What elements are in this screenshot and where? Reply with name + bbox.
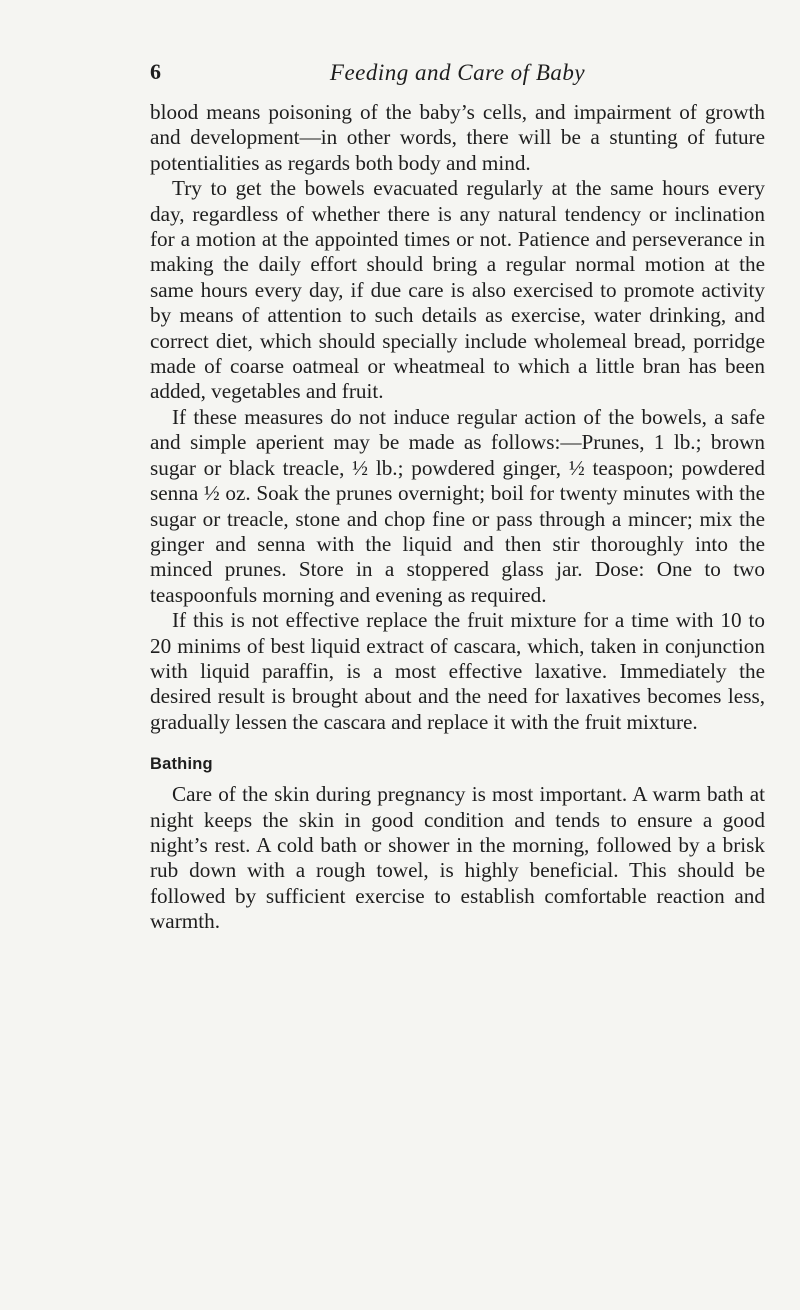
paragraph-cascara: If this is not effective replace the fruit mixture for a time with 10 to 20 minims of best liquid extract of cascara, which, taken in conjunction with liquid paraffin, is a most effective laxative. Immediately the desired result is brought about and the need for laxatives becomes less, gradually lessen the cascara and replace it with the fruit mixture.: [150, 608, 765, 734]
paragraph-aperient-recipe: If these measures do not induce regular action of the bowels, a safe and simple aperient may be made as follows:—Prunes, 1 lb.; brown sugar or black treacle, ½ lb.; powdered ginger, ½ teaspoon; powdered senna ½ oz. Soak the prunes overnight; boil for twenty minutes with the sugar or treacle, stone and chop fine or pass through a mincer; mix the ginger and senna with the liquid and then stir thoroughly into the minced prunes. Store in a stoppered glass jar. Dose: One to two teaspoonfuls morning and evening as required.: [150, 404, 765, 607]
running-title: Feeding and Care of Baby: [329, 60, 586, 85]
section-heading-bathing: Bathing: [150, 755, 213, 774]
body-text: [150, 100, 765, 935]
paragraph-continuation: blood means poisoning of the baby’s cells, and impairment of growth and development—in other words, there will be a stunting of future potentialities as regards both body and mind.: [150, 100, 765, 175]
page-number: 6: [150, 59, 161, 84]
paragraph-bathing: Care of the skin during pregnancy is most important. A warm bath at night keeps the skin in good condition and tends to ensure a good night’s rest. A cold bath or shower in the morning, followed by a brisk rub down with a rough towel, is highly beneficial. This should be followed by sufficient exercise to establish comfortable reaction and warmth.: [150, 782, 765, 934]
paragraph-bowel-regularity: Try to get the bowels evacuated regularly at the same hours every day, regardless of whether there is any natural tendency or inclination for a motion at the appointed times or not. Patience and perseverance in making the daily effort should bring a regular normal motion at the same hours every day, if due care is also exercised to promote activity by means of attention to such details as exercise, water drinking, and correct diet, which should specially include wholemeal bread, porridge made of coarse oatmeal or wheatmeal to which a little bran has been added, vegetables and fruit.: [150, 176, 765, 404]
